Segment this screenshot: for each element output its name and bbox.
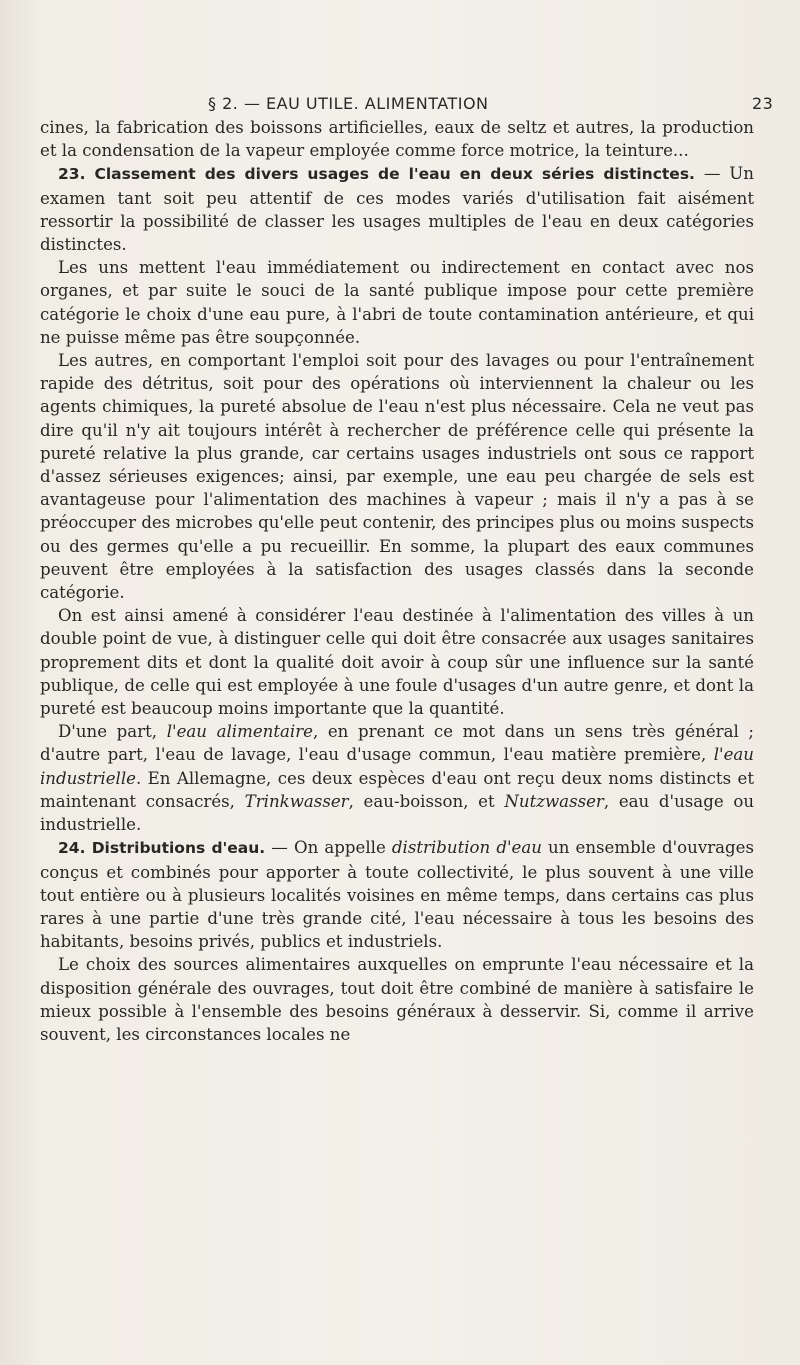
section-23 <box>40 162 754 256</box>
term-eau-industrielle: l'eau industrielle <box>40 745 754 788</box>
text-run: D'une part, <box>58 722 167 742</box>
section-23-text: — Un examen tant soit peu attentif de ces modes variés d'utilisation fait aisément ressortir la possibilité de classer les usages multiples de l'eau en deux catégories distinctes. <box>40 164 754 255</box>
paragraph-sources: Le choix des sources alimentaires auxquelles on emprunte l'eau nécessaire et la disposition générale des ouvrages, tout doit être combiné de manière à satisfaire le mieux possible à l'ensemble des besoins généraux à desservir. Si, comme il arrive souvent, les circonstances locales ne <box>40 955 754 1044</box>
term-trinkwasser: Trinkwasser <box>244 791 349 811</box>
paragraph-first-category: Les uns mettent l'eau immédiatement ou indirectement en contact avec nos organes, et par suite le souci de la santé publique impose pour cette première catégorie le choix d'une eau pure, à l'abri de toute contamination antérieure, et qui ne puisse même pas être soupçonnée. <box>40 258 754 347</box>
paragraph-double-point-of-view: On est ainsi amené à considérer l'eau destinée à l'alimentation des villes à un double point de vue, à distinguer celle qui doit être consacrée aux usages sanitaires proprement dits et dont la qualité doit avoir à coup sûr une influence sur la santé publique, de celle qui est employée à une foule d'usages d'un autre genre, et dont la pureté est beaucoup moins importante que la quantité. <box>40 606 754 719</box>
text-run: , eau-boisson, et <box>348 791 505 811</box>
term-distribution-d-eau: distribution d'eau <box>391 838 542 858</box>
text-run: un ensemble d'ouvrages conçus et combinés pour apporter à toute collectivité, le plus souvent à une ville tout entière ou à plusieurs localités voisines en même temps, dans certains cas plus rares à une partie d'une très grande cité, l'eau nécessaire à tous les besoins des habitants, besoins privés, publics et industriels. <box>40 838 754 952</box>
paragraph-second-category: Les autres, en comportant l'emploi soit pour des lavages ou pour l'entraînement rapide des détritus, soit pour des opérations où interviennent la chaleur ou les agents chimiques, la pureté absolue de l'eau n'est plus nécessaire. Cela ne veut pas dire qu'il n'y ait toujours intérêt à rechercher de préférence celle qui présente la pureté relative la plus grande, car certains usages industriels ont sous ce rapport d'assez sérieuses exigences; ainsi, par exemple, une eau peu chargée de sels est avantageuse pour l'alimentation des machines à vapeur ; mais il n'y a pas à se préoccuper des microbes qu'elle peut contenir, des principes plus ou moins suspects ou des germes qu'elle a pu recueillir. En somme, la plupart des eaux communes peuvent être employées à la satisfaction des usages classés dans la seconde catégorie. <box>40 351 754 603</box>
paragraph-continuation: cines, la fabrication des boissons artificielles, eaux de seltz et autres, la production et la condensation de la vapeur employée comme force motrice, la teinture... <box>40 118 754 161</box>
text-run: . En Allemagne, ces deux espèces d'eau ont reçu deux noms distincts et maintenant consacrés, <box>40 768 754 811</box>
section-23-heading: 23. Classement des divers usages de l'eau en deux séries distinctes. <box>58 165 695 184</box>
text-run: , en prenant ce mot dans un sens très général ; d'autre part, l'eau de lavage, l'eau d'usage commun, l'eau matière première, <box>40 722 754 765</box>
term-nutzwasser: Nutzwasser <box>504 791 604 811</box>
paragraph-definitions <box>40 720 754 836</box>
body-text <box>40 116 754 1046</box>
text-run: — On appelle <box>265 838 392 858</box>
section-24 <box>40 836 754 953</box>
running-head-title: § 2. — EAU UTILE. ALIMENTATION <box>208 94 489 113</box>
term-eau-alimentaire: l'eau alimentaire <box>166 722 313 742</box>
page-number: 23 <box>752 94 774 113</box>
text-run: , eau d'usage ou industrielle. <box>40 791 755 835</box>
section-24-heading: 24. Distributions d'eau. <box>58 839 266 858</box>
